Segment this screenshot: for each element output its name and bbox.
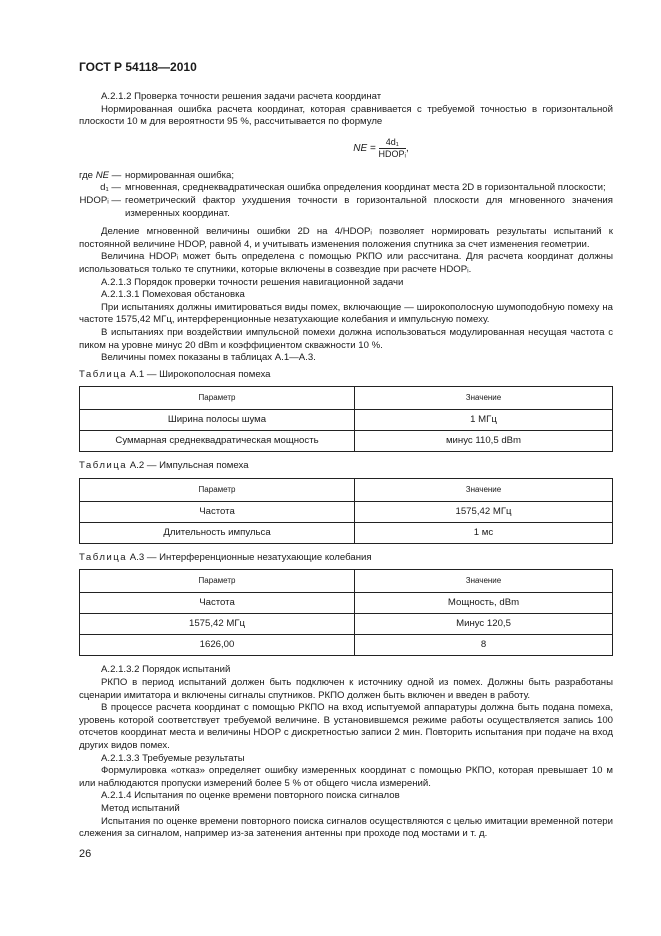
def-text: геометрический фактор ухудшения точности в горизонтальной плоскости для мгновенного значения измеренных координат. xyxy=(125,194,613,219)
table-a1 xyxy=(79,386,613,452)
table-row xyxy=(80,635,613,656)
paragraph: РКПО в период испытаний должен быть подключен к источнику одной из помех. Должны быть разработаны сценарии имитатора и включены сигналы спутников. РКПО должен быть включен и введен в работу. xyxy=(79,677,613,701)
table-label: Таблица xyxy=(79,368,128,380)
table-row xyxy=(80,522,613,543)
def-text: нормированная ошибка; xyxy=(125,169,235,181)
table-cell: 1 МГц xyxy=(355,410,613,431)
method-title: Метод испытаний xyxy=(101,803,180,814)
section-title-a213: А.2.1.3 Порядок проверки точности решения навигационной задачи xyxy=(101,276,404,288)
section-title-a214: А.2.1.4 Испытания по оценке времени повторного поиска сигналов xyxy=(101,790,400,802)
table-cell: 1575,42 МГц xyxy=(80,614,355,635)
table-cell: Мощность, dBm xyxy=(355,593,613,614)
table-label: Таблица xyxy=(79,551,128,563)
table-row xyxy=(80,501,613,522)
section-title-a2131: А.2.1.3.1 Помеховая обстановка xyxy=(101,289,245,301)
paragraph: В процессе расчета координат с помощью РКПО на вход испытуемой аппаратуры должна быть подана помеха, уровень которой соответствует требуемой величине. В установившемся режиме работы осуществляется запись 100 отсчетов координат места и величины HDOP с дискретностью записи 2 мин. Повторить испытания при подаче на вход других видов помех. xyxy=(79,702,613,752)
table-caption-text: А.3 — Интерференционные незатухающие колебания xyxy=(129,551,372,563)
definitions-list xyxy=(79,170,613,220)
formula-numerator: 4d₁ xyxy=(379,137,406,149)
paragraph: Деление мгновенной величины ошибки 2D на 4/HDOPᵢ позволяет нормировать результаты испытаний к постоянной величине HDOP, равной 4, и учитывать изменения положения спутника за счет изменения геометрии. xyxy=(79,226,613,250)
formula-lhs: NE = xyxy=(353,142,376,154)
table-caption xyxy=(79,552,613,565)
table-header-row xyxy=(80,387,613,410)
def-term xyxy=(79,170,121,183)
formula-fraction xyxy=(379,137,406,160)
table-cell: Минус 120,5 xyxy=(355,614,613,635)
formula-tail: , xyxy=(405,142,409,154)
where-label: где xyxy=(79,169,94,181)
table-row xyxy=(80,431,613,452)
table-cell: Ширина полосы шума xyxy=(80,410,355,431)
table-header-cell: Значение xyxy=(355,570,613,593)
paragraph: Величина HDOPᵢ может быть определена с помощью РКПО или рассчитана. Для расчета координат должны использоваться только те спутники, которые включены в созвездие при расчете HDOPᵢ. xyxy=(79,251,613,275)
formula-ne xyxy=(149,137,613,160)
table-label: Таблица xyxy=(79,460,128,472)
document-header: ГОСТ Р 54118—2010 xyxy=(79,60,197,74)
paragraph: Величины помех показаны в таблицах А.1—А.3. xyxy=(101,352,316,364)
def-term-ne: NE — xyxy=(95,169,122,181)
def-term-d1: d₁ — xyxy=(100,182,121,194)
table-caption xyxy=(79,369,613,382)
table-header-cell: Значение xyxy=(355,478,613,501)
section-title-a212: А.2.1.2 Проверка точности решения задачи расчета координат xyxy=(101,91,382,102)
page-body xyxy=(79,91,613,841)
paragraph: Испытания по оценке времени повторного поиска сигналов осуществляются с целью имитации временной потери слежения за сигналом, например из-за затенения антенны при проходе под мостами и т. д. xyxy=(79,815,613,840)
table-header-row xyxy=(80,478,613,501)
table-cell: минус 110,5 dBm xyxy=(355,431,613,452)
table-row xyxy=(80,410,613,431)
page-number: 26 xyxy=(79,848,92,860)
paragraph: Нормированная ошибка расчета координат, которая сравнивается с требуемой точностью в горизонтальной плоскости 10 м для вероятности 95 %, рассчитывается по формуле xyxy=(79,103,613,128)
def-text: мгновенная, среднеквадратическая ошибка определения координат места 2D в горизонтальной плоскости; xyxy=(125,182,606,194)
section-title-a2133: А.2.1.3.3 Требуемые результаты xyxy=(101,752,245,764)
table-row xyxy=(80,593,613,614)
formula-denominator: HDOPᵢ xyxy=(378,148,406,159)
table-row xyxy=(80,614,613,635)
paragraph: Формулировка «отказ» определяет ошибку измеренных координат с помощью РКПО, которая превышает 10 м или наблюдаются пропуски измерений более 5 % от общего числа измерений. xyxy=(79,765,613,789)
section-title-a2132: А.2.1.3.2 Порядок испытаний xyxy=(101,664,231,676)
paragraph: В испытаниях при воздействии импульсной помехи должна использоваться модулированная несущая частота с пиком на уровне минус 20 dBm и коэффициентом скважности 10 %. xyxy=(79,326,613,351)
table-caption-text: А.1 — Широкополосная помеха xyxy=(129,368,271,380)
table-cell: Частота xyxy=(80,593,355,614)
table-cell: 8 xyxy=(355,635,613,656)
table-cell: 1 мс xyxy=(355,522,613,543)
table-cell: 1575,42 МГц xyxy=(355,501,613,522)
def-term-hdop: HDOPᵢ — xyxy=(79,194,121,206)
table-cell: Частота xyxy=(80,501,355,522)
table-header-cell: Параметр xyxy=(80,570,355,593)
table-cell: Длительность импульса xyxy=(80,522,355,543)
table-caption-text: А.2 — Импульсная помеха xyxy=(129,460,249,472)
table-header-cell: Параметр xyxy=(80,478,355,501)
table-caption xyxy=(79,460,613,473)
table-header-cell: Параметр xyxy=(80,387,355,410)
table-a2 xyxy=(79,478,613,544)
table-header-row xyxy=(80,570,613,593)
table-cell: Суммарная среднеквадратическая мощность xyxy=(80,431,355,452)
table-a3 xyxy=(79,569,613,656)
table-header-cell: Значение xyxy=(355,387,613,410)
table-cell: 1626,00 xyxy=(80,635,355,656)
paragraph: При испытаниях должны имитироваться виды помех, включающие — широкополосную шумоподобную помеху на частоте 1575,42 МГц, интерференционные незатухающие колебания и импульсную помеху. xyxy=(79,301,613,326)
